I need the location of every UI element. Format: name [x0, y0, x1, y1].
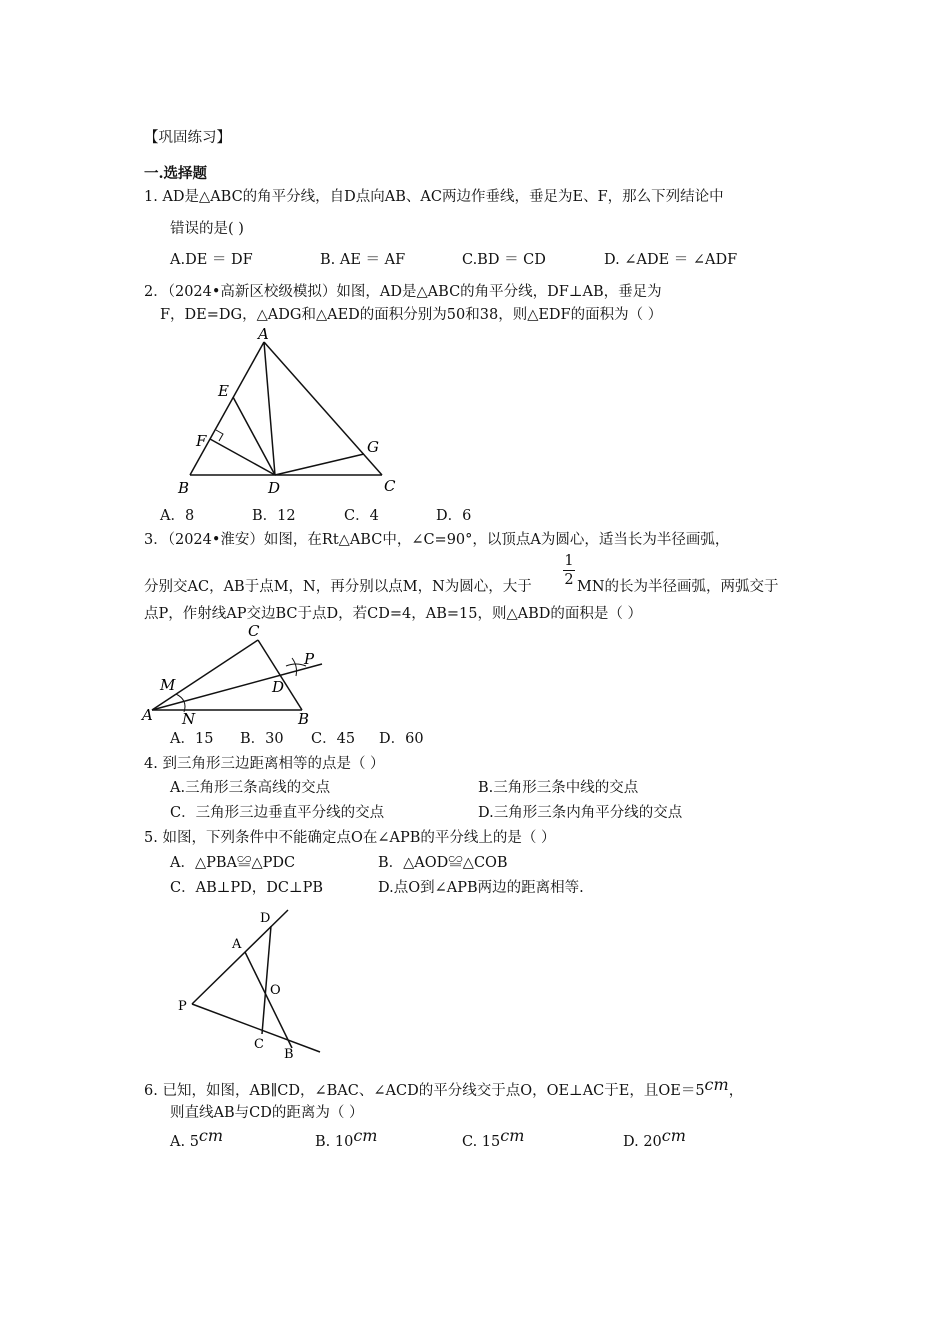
q6-option-c-label: C. 15: [462, 1134, 501, 1150]
q5-label-c: C: [254, 1037, 264, 1052]
q1-option-d: D. ∠ADE ＝ ∠ADF: [604, 252, 738, 268]
q2-label-a: A: [258, 325, 269, 343]
q6-option-b-unit: cm: [353, 1126, 378, 1145]
q3-label-c: C: [248, 622, 260, 640]
q6-option-b-label: B. 10: [315, 1134, 354, 1150]
q6-line2: 则直线AB与CD的距离为（ ）: [170, 1105, 364, 1121]
q5-label-p: P: [178, 999, 187, 1014]
section-title: 【巩固练习】: [144, 130, 231, 146]
q5-figure: [170, 900, 330, 1065]
q2-line1: 2．（2024•高新区校级模拟）如图，AD是△ABC的角平分线，DF⊥AB，垂足为: [144, 284, 662, 300]
q4-option-b: B.三角形三条中线的交点: [478, 780, 639, 796]
q3-fraction-numerator: 1: [564, 553, 574, 569]
q4-option-d: D.三角形三条内角平分线的交点: [478, 805, 683, 821]
q4-option-a: A.三角形三条高线的交点: [170, 780, 331, 796]
q6-option-d-unit: cm: [661, 1126, 686, 1145]
q3-label-p: P: [304, 650, 315, 668]
q6-line1-text: 6. 已知，如图，AB∥CD，∠BAC、∠ACD的平分线交于点O，OE⊥AC于E，且OE＝5: [144, 1083, 705, 1099]
q4-option-c: C．三角形三边垂直平分线的交点: [170, 805, 385, 821]
q2-label-c: C: [384, 477, 396, 495]
q5-option-b: B．△AOD≌△COB: [378, 855, 508, 871]
q2-option-d: D．6: [436, 508, 472, 524]
q2-label-g: G: [367, 438, 379, 456]
q5-line1: 5. 如图，下列条件中不能确定点O在∠APB的平分线上的是（ ）: [144, 830, 556, 846]
q3-fraction-denominator: 2: [564, 572, 574, 588]
q5-option-c: C．AB⊥PD，DC⊥PB: [170, 880, 324, 896]
q3-label-d: D: [272, 678, 285, 696]
q3-line3: 点P，作射线AP交边BC于点D，若CD=4，AB=15，则△ABD的面积是（ ）: [144, 606, 642, 622]
q5-label-a: A: [232, 937, 242, 952]
q2-label-d: D: [268, 479, 281, 497]
q2-label-e: E: [218, 382, 229, 400]
q6-line1: [144, 1075, 744, 1101]
q3-fraction: [563, 552, 575, 589]
q3-line2-end: MN的长为半径画弧，两弧交于: [577, 579, 779, 595]
q2-label-b: B: [178, 479, 190, 497]
q2-label-f: F: [196, 432, 207, 450]
q4-line1: 4. 到三角形三边距离相等的点是（ ）: [144, 756, 385, 772]
q3-option-d: D．60: [379, 731, 424, 747]
q3-option-c: C．45: [311, 731, 356, 747]
q2-option-c: C．4: [344, 508, 379, 524]
q1-option-c: C.BD ＝ CD: [462, 252, 546, 268]
q1-option-a: A.DE ＝ DF: [170, 252, 253, 268]
q6-option-c: [462, 1126, 525, 1152]
q6-option-b: [315, 1126, 378, 1152]
q6-option-d-label: D. 20: [623, 1134, 662, 1150]
q6-option-a: [170, 1126, 224, 1152]
q5-label-d: D: [260, 911, 271, 926]
q1-option-b: B. AE ＝ AF: [320, 252, 406, 268]
q3-label-m: M: [160, 676, 176, 694]
q3-label-b: B: [298, 710, 310, 728]
q2-figure: [160, 320, 420, 500]
q5-option-d: D.点O到∠APB两边的距离相等.: [378, 880, 584, 896]
q6-option-a-unit: cm: [198, 1126, 224, 1145]
q6-option-a-label: A. 5: [170, 1134, 199, 1150]
q5-label-b: B: [284, 1047, 294, 1062]
q3-label-n: N: [182, 710, 196, 728]
q6-line1-end: ，: [728, 1083, 744, 1099]
q1-line1: 1. AD是△ABC的角平分线，自D点向AB、AC两边作垂线，垂足为E、F，那么下列结论中: [144, 189, 724, 205]
q2-line2: F，DE=DG，△ADG和△AED的面积分别为50和38，则△EDF的面积为（ ）: [160, 307, 663, 323]
q6-option-c-unit: cm: [500, 1126, 525, 1145]
q6-option-d: [623, 1126, 686, 1152]
q3-option-a: A．15: [170, 731, 214, 747]
q6-line1-unit: cm: [704, 1075, 729, 1094]
q3-line2-start: 分别交AC，AB于点M，N，再分别以点M，N为圆心，大于: [144, 579, 532, 595]
q3-line1: 3．（2024•淮安）如图，在Rt△ABC中，∠C=90°，以顶点A为圆心，适当长为半径画弧，: [144, 532, 730, 548]
q3-figure: [140, 620, 340, 730]
q3-label-a: A: [142, 706, 153, 724]
q1-line2: 错误的是( ): [170, 221, 244, 237]
section-subtitle: 一.选择题: [144, 165, 208, 182]
q2-option-a: A．8: [160, 508, 195, 524]
q2-option-b: B．12: [252, 508, 296, 524]
q3-option-b: B．30: [240, 731, 284, 747]
q5-option-a: A．△PBA≌△PDC: [170, 855, 296, 871]
q5-label-o: O: [270, 983, 281, 998]
